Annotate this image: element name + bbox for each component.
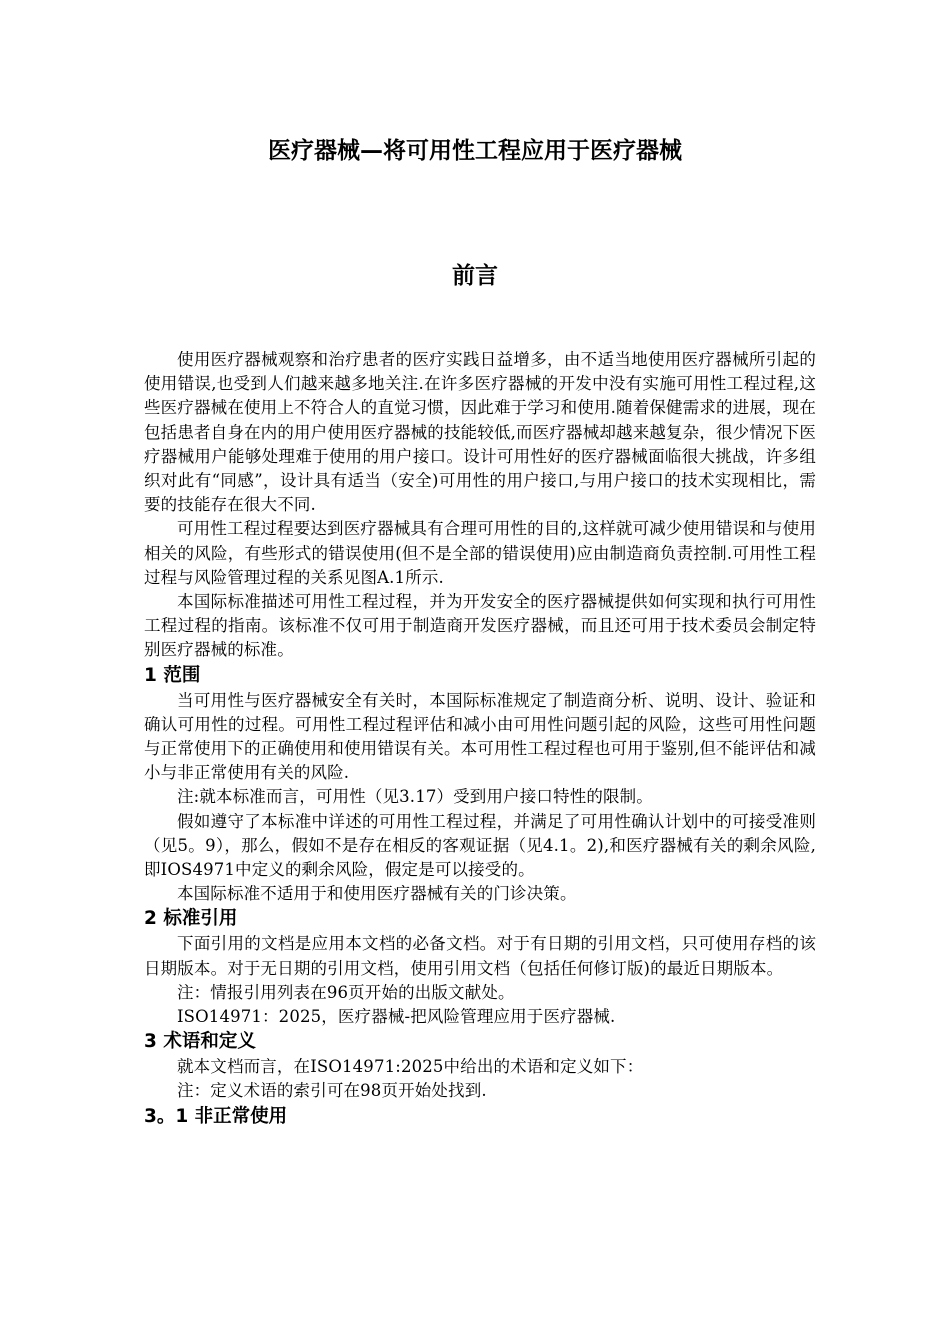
- preface-paragraph: 本国际标准描述可用性工程过程，并为开发安全的医疗器械提供如何实现和执行可用性工程过程的指南。该标准不仅可用于制造商开发医疗器械，而且还可用于技术委员会制定特别医疗器械的标准。: [144, 592, 816, 660]
- terms-note: 注：定义术语的索引可在98页开始处找到.: [177, 1081, 487, 1101]
- section-heading-abnormal-use: 3。1 非正常使用: [144, 1105, 288, 1127]
- scope-paragraph: 假如遵守了本标准中详述的可用性工程过程，并满足了可用性确认计划中的可接受准则（见5。9），那么，假如不是存在相反的客观证据（见4.1。2),和医疗器械有关的剩余风险,即IOS4971中定义的剩余风险，假定是可以接受的。: [144, 811, 816, 880]
- references-paragraph: 下面引用的文档是应用本文档的必备文档。对于有日期的引用文档，只可使用存档的该日期版本。对于无日期的引用文档，使用引用文档（包括任何修订版)的最近日期版本。: [144, 934, 816, 978]
- scope-note: 注:就本标准而言，可用性（见3.17）受到用户接口特性的限制。: [177, 787, 653, 807]
- scope-paragraph: 当可用性与医疗器械安全有关时，本国际标准规定了制造商分析、说明、设计、验证和确认可用性的过程。可用性工程过程评估和减小由可用性问题引起的风险，这些可用性问题与正常使用下的正确使用和使用错误有关。本可用性工程过程也可用于鉴别,但不能评估和减小与非正常使用有关的风险.: [144, 690, 816, 783]
- section-heading-scope: 1 范围: [144, 664, 201, 686]
- references-note: 注：情报引用列表在96页开始的出版文献处。: [177, 982, 515, 1002]
- preface-paragraph: 可用性工程过程要达到医疗器械具有合理可用性的目的,这样就可减少使用错误和与使用相关的风险，有些形式的错误使用(但不是全部的错误使用)应由制造商负责控制.可用性工程过程与风险管理过程的关系见图A.1所示.: [144, 519, 816, 587]
- terms-paragraph: 就本文档而言，在ISO14971:2025中给出的术语和定义如下：: [177, 1057, 644, 1077]
- document-title: 医疗器械—将可用性工程应用于医疗器械: [268, 138, 682, 164]
- section-heading-references: 2 标准引用: [144, 908, 238, 930]
- preface-heading: 前言: [452, 263, 498, 289]
- document-body: [144, 348, 816, 1130]
- references-item: ISO14971：2025，医疗器械-把风险管理应用于医疗器械.: [177, 1007, 616, 1027]
- section-heading-terms: 3 术语和定义: [144, 1031, 256, 1053]
- preface-paragraph: 使用医疗器械观察和治疗患者的医疗实践日益增多，由不适当地使用医疗器械所引起的使用错误,也受到人们越来越多地关注.在许多医疗器械的开发中没有实施可用性工程过程,这些医疗器械在使用上不符合人的直觉习惯，因此难于学习和使用.随着保健需求的进展，现在包括患者自身在内的用户使用医疗器械的技能较低,而医疗器械却越来越复杂，很少情况下医疗器械用户能够处理难于使用的用户接口。设计可用性好的医疗器械面临很大挑战，许多组织对此有“同感”，设计具有适当（安全)可用性的用户接口,与用户接口的技术实现相比，需要的技能存在很大不同.: [144, 350, 816, 515]
- scope-paragraph: 本国际标准不适用于和使用医疗器械有关的门诊决策。: [177, 884, 577, 904]
